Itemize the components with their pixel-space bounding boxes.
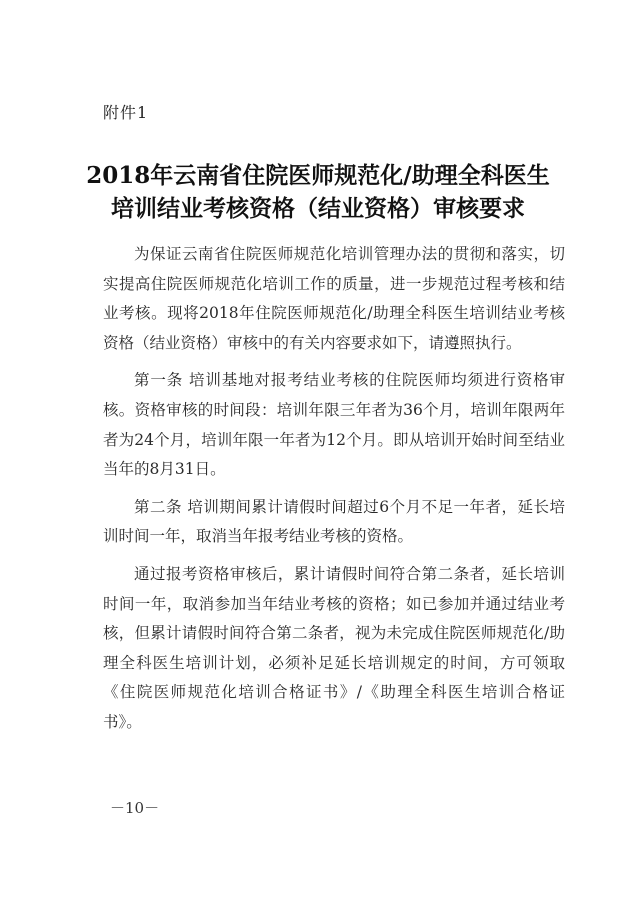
document-title-line-1: 2018年云南省住院医师规范化/助理全科医生 (86, 162, 550, 189)
page-number: －10－ (110, 799, 160, 817)
paragraph-article-2: 第二条 培训期间累计请假时间超过6个月不足一年者，延长培训时间一年，取消当年报考结业考核的资格。 (103, 497, 565, 546)
paragraph-intro: 为保证云南省住院医师规范化培训管理办法的贯彻和落实，切实提高住院医师规范化培训工作的质量，进一步规范过程考核和结业考核。现将2018年住院医师规范化/助理全科医生培训结业考核资格（结业资格）审核中的有关内容要求如下，请遵照执行。 (103, 245, 565, 352)
paragraph-article-2-note: 通过报考资格审核后，累计请假时间符合第二条者，延长培训时间一年，取消参加当年结业考核的资格；如已参加并通过结业考核，但累计请假时间符合第二条者，视为未完成住院医师规范化/助理全科医生培训计划，必须补足延长培训规定的时间，方可领取《住院医师规范化培训合格证书》/《助理全科医生培训合格证书》。 (103, 564, 565, 731)
document-title-line-2: 培训结业考核资格（结业资格）审核要求 (111, 195, 525, 222)
paragraph-article-1: 第一条 培训基地对报考结业考核的住院医师均须进行资格审核。资格审核的时间段：培训年限三年者为36个月，培训年限两年者为24个月，培训年限一年者为12个月。即从培训开始时间至结业当年的8月31日。 (103, 371, 565, 479)
document-body (103, 240, 565, 746)
attachment-label: 附件1 (103, 103, 149, 122)
